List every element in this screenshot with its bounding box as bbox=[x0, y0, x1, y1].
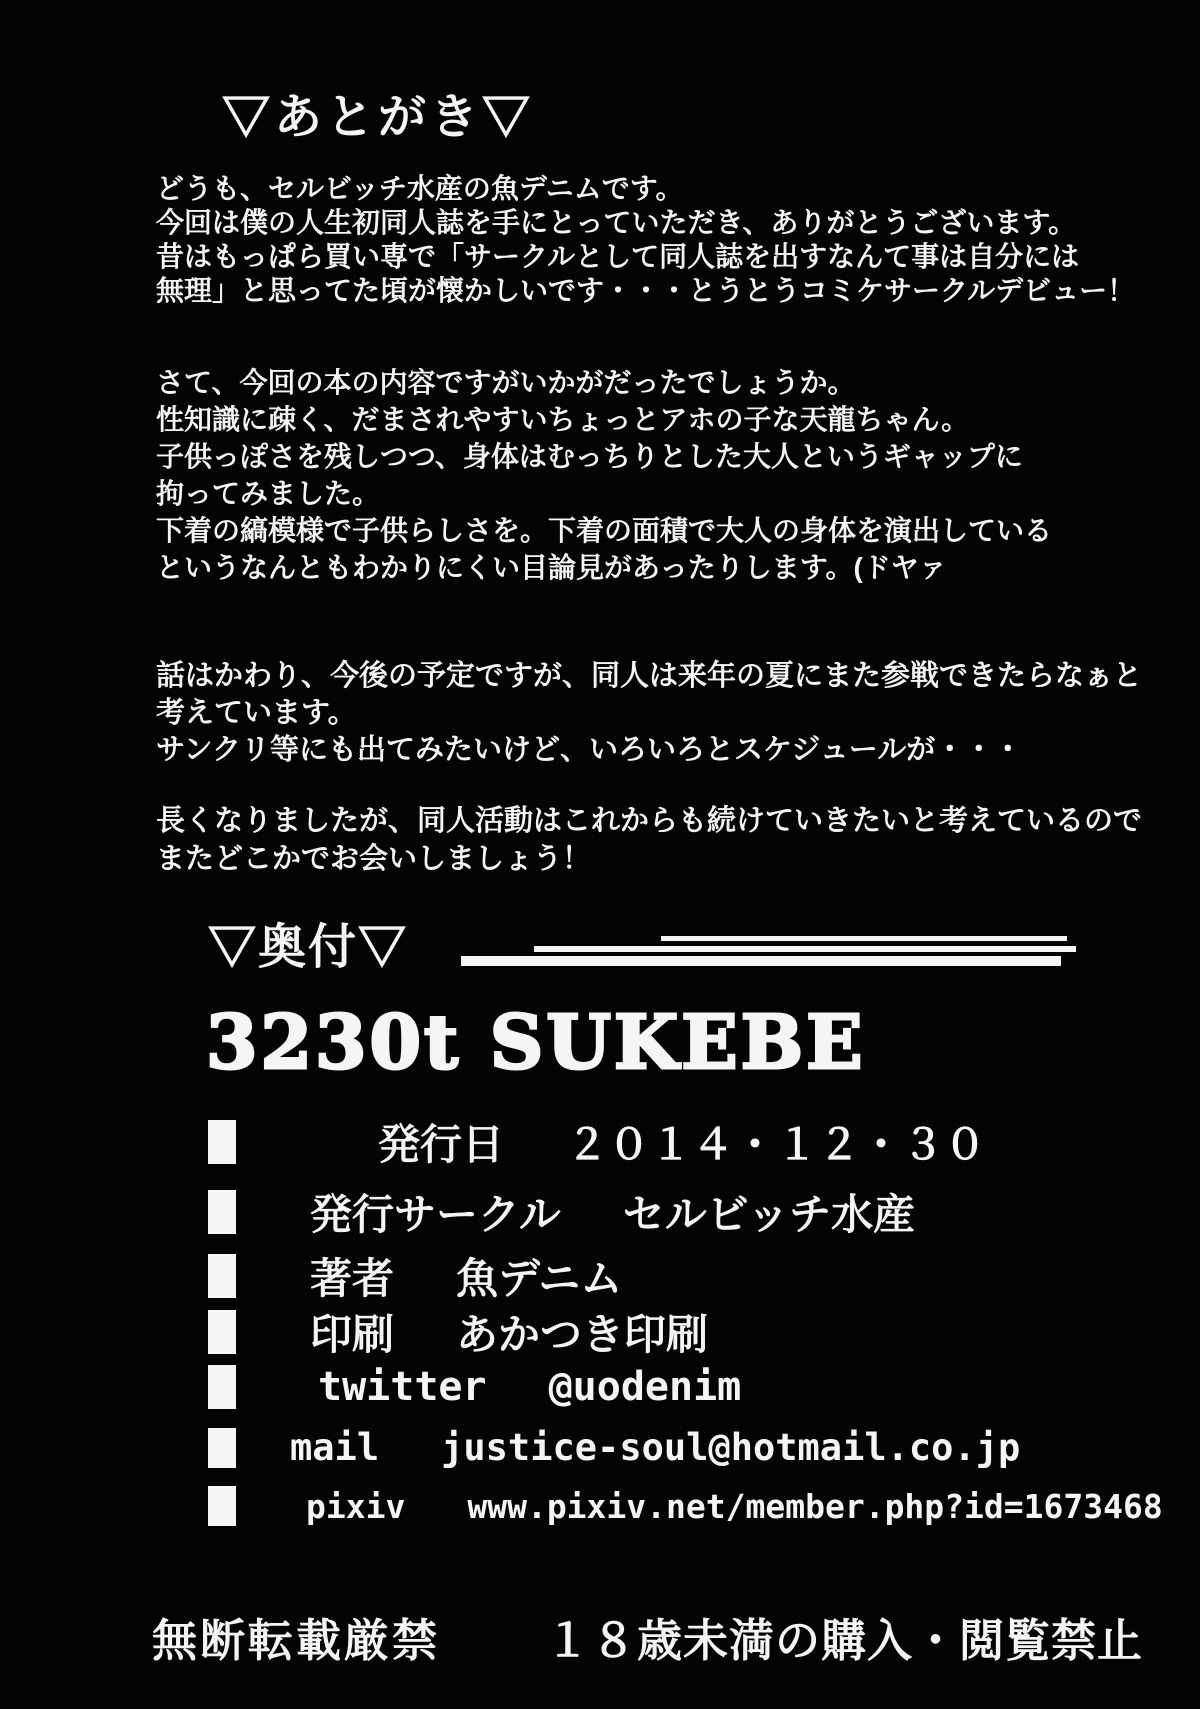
afterword-paragraph-2 bbox=[156, 364, 1052, 586]
body-line: またどこかでお会いしましょう！ bbox=[156, 843, 592, 875]
speed-line-icon bbox=[461, 956, 1061, 966]
body-line: 考えています。 bbox=[156, 697, 357, 729]
body-line: 無理」と思ってた頃が懐かしいです・・・とうとうコミケサークルデビュー！ bbox=[156, 275, 1136, 306]
afterword-title: ▽あとがき▽ bbox=[222, 91, 535, 144]
colophon-row-publish-date bbox=[208, 1112, 986, 1172]
colophon-value-twitter-handle: @uodenim bbox=[548, 1364, 742, 1410]
body-line: 子供っぽさを残しつつ、身体はむっちりとした大人というギャップに bbox=[156, 441, 1023, 472]
bullet-square-icon bbox=[208, 1190, 236, 1234]
speed-line-icon bbox=[661, 936, 1067, 941]
footer-reprint-notice: 無断転載厳禁 bbox=[152, 1615, 441, 1666]
okuzuke-title: ▽奥付▽ bbox=[208, 921, 409, 974]
colophon-row-twitter bbox=[208, 1364, 741, 1410]
afterword-paragraph-3 bbox=[156, 658, 1142, 769]
body-line: どうも、セルビッチ水産の魚デニムです。 bbox=[156, 173, 684, 204]
colophon-value-mail-address: justice-soul@hotmail.co.jp bbox=[441, 1426, 1021, 1469]
colophon-row-mail bbox=[208, 1426, 1020, 1469]
colophon-row-circle bbox=[208, 1182, 915, 1242]
bullet-square-icon bbox=[208, 1120, 236, 1164]
colophon-label: 印刷 bbox=[310, 1311, 395, 1358]
colophon-value: 魚デニム bbox=[456, 1255, 623, 1302]
speed-line-icon bbox=[534, 946, 1076, 952]
body-line: サンクリ等にも出てみたいけど、いろいろとスケジュールが・・・ bbox=[156, 734, 1023, 766]
body-line: 長くなりましたが、同人活動はこれからも続けていきたいと考えているので bbox=[156, 805, 1143, 837]
body-line: 昔はもっぱら買い専で「サークルとして同人誌を出すなんて事は自分には bbox=[156, 241, 1080, 272]
bullet-square-icon bbox=[208, 1428, 236, 1468]
bullet-square-icon bbox=[208, 1365, 236, 1409]
colophon-row-author bbox=[208, 1246, 622, 1306]
body-line: というなんともわかりにくい目論見があったりします。(ドヤァ bbox=[156, 552, 947, 583]
body-line: さて、今回の本の内容ですがいかがだったでしょうか。 bbox=[156, 367, 856, 398]
body-line: 拘ってみました。 bbox=[156, 478, 381, 509]
colophon-label: 著者 bbox=[310, 1255, 395, 1302]
colophon-label: twitter bbox=[318, 1364, 487, 1410]
colophon-row-printer bbox=[208, 1302, 708, 1362]
colophon-value: セルビッチ水産 bbox=[622, 1191, 916, 1238]
bullet-square-icon bbox=[208, 1254, 236, 1298]
colophon-label: 発行サークル bbox=[310, 1191, 561, 1238]
body-line: 性知識に疎く、だまされやすいちょっとアホの子な天龍ちゃん。 bbox=[156, 404, 970, 435]
colophon-label: pixiv bbox=[306, 1486, 406, 1526]
body-line: 下着の縞模様で子供らしさを。下着の面積で大人の身体を演出している bbox=[156, 515, 1053, 546]
colophon-label: 発行日 bbox=[378, 1121, 505, 1168]
afterword-paragraph-4 bbox=[156, 802, 1142, 878]
bullet-square-icon bbox=[208, 1486, 236, 1526]
bullet-square-icon bbox=[208, 1310, 236, 1354]
colophon-row-pixiv bbox=[208, 1486, 1163, 1526]
colophon-value: あかつき印刷 bbox=[456, 1311, 709, 1358]
afterword-paragraph-1 bbox=[156, 172, 1135, 308]
footer-age-notice: １８歳未満の購入・閲覧禁止 bbox=[545, 1615, 1144, 1666]
body-line: 今回は僕の人生初同人誌を手にとっていただき、ありがとうございます。 bbox=[156, 207, 1077, 238]
circle-logo: 3230t SUKEBE bbox=[206, 1000, 866, 1086]
body-line: 話はかわり、今後の予定ですが、同人は来年の夏にまた参戦できたらなぁと bbox=[156, 660, 1143, 692]
colophon-value: ２０１４・１２・３０ bbox=[566, 1121, 987, 1168]
colophon-value-pixiv-url: www.pixiv.net/member.php?id=1673468 bbox=[467, 1486, 1163, 1526]
colophon-label: mail bbox=[290, 1426, 380, 1469]
